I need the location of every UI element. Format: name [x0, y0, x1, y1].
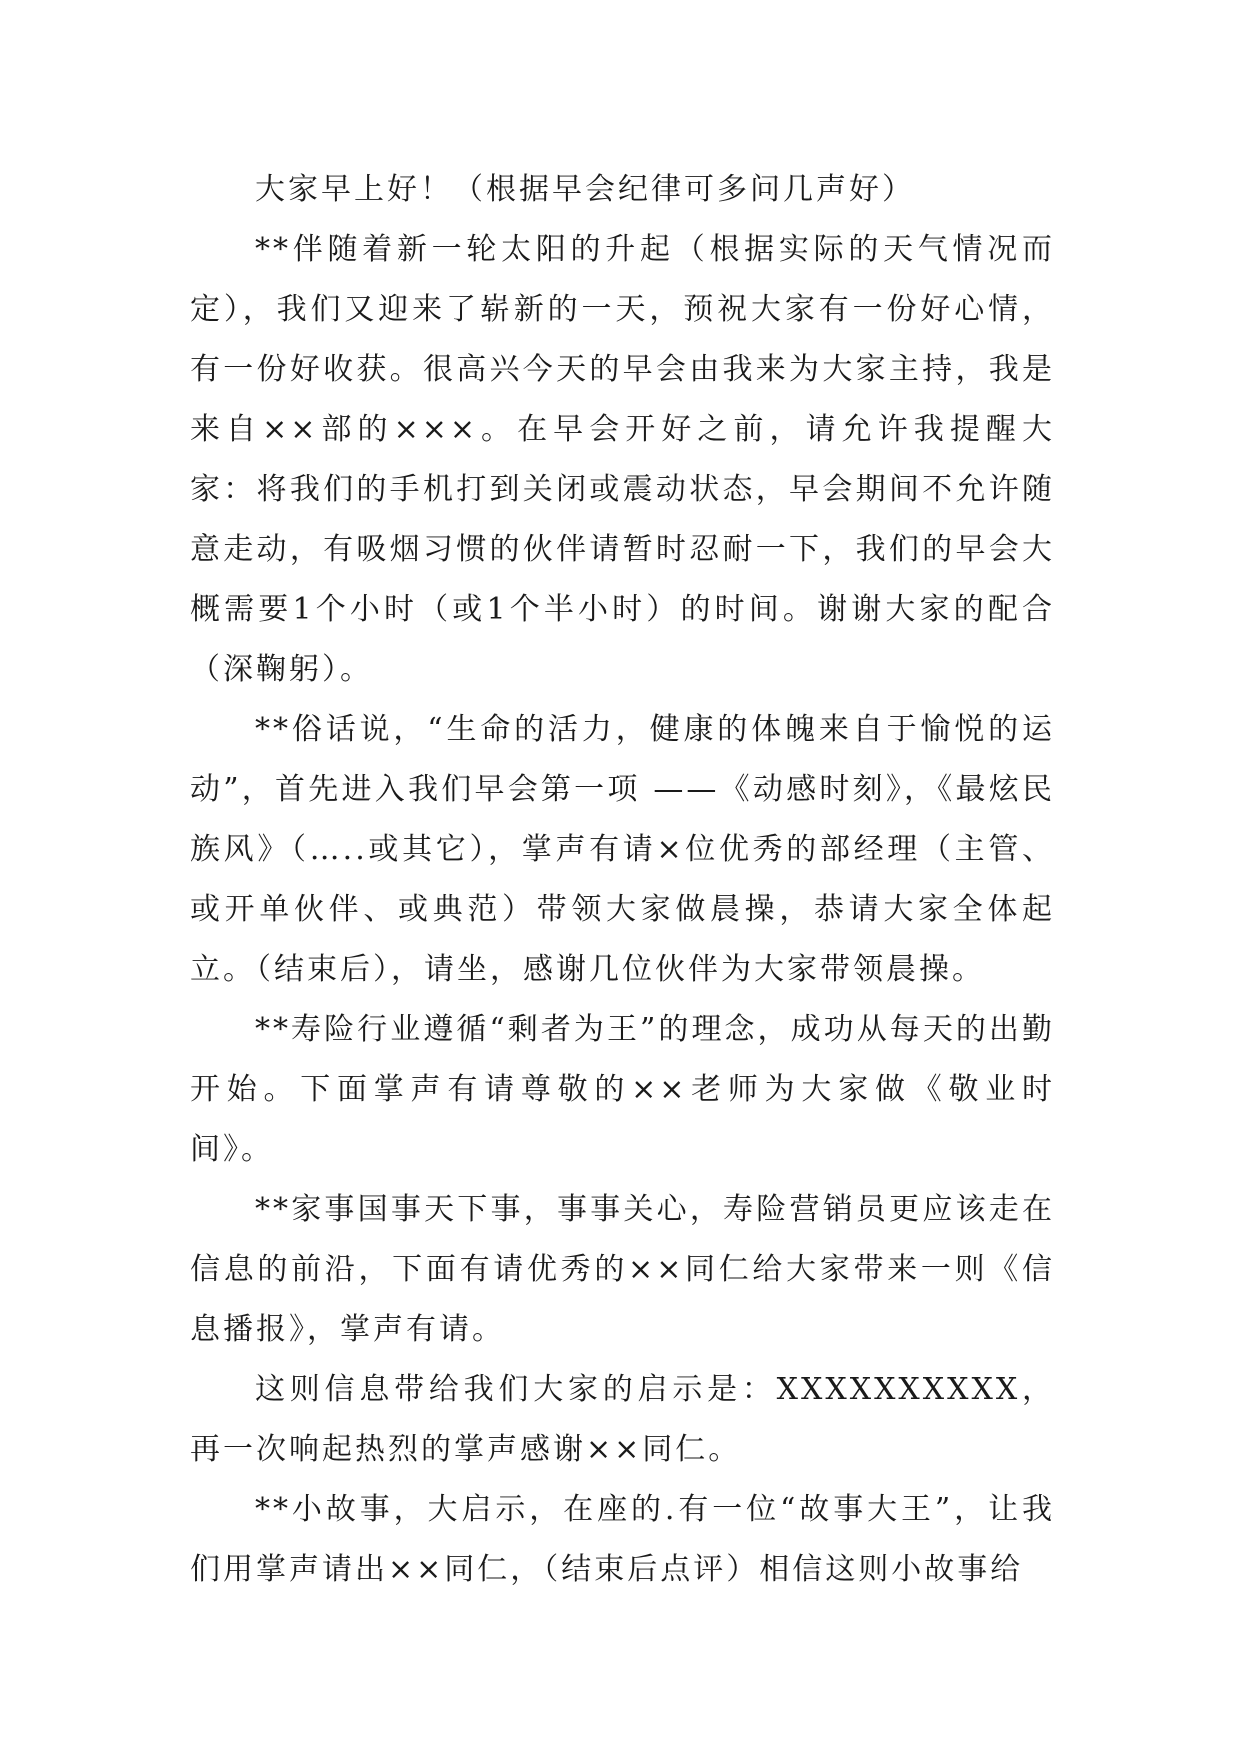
document-body	[190, 160, 1055, 1600]
paragraph-morning-exercise: **俗话说，“生命的活力，健康的体魄来自于愉悦的运动”，首先进入我们早会第一项 ——《动感时刻》，《最炫民族风》（…..或其它），掌声有请×位优秀的部经理（主管、或开单伙伴、或典范）带领大家做晨操，恭请大家全体起立。（结束后），请坐，感谢几位伙伴为大家带领晨操。	[190, 712, 1055, 987]
paragraph-greeting: 大家早上好！（根据早会纪律可多问几声好）	[255, 172, 915, 207]
paragraph-news-report: **家事国事天下事，事事关心，寿险营销员更应该走在信息的前沿，下面有请优秀的××同仁给大家带来一则《信息播报》，掌声有请。	[190, 1192, 1055, 1347]
paragraph-attendance: **寿险行业遵循“剩者为王”的理念，成功从每天的出勤开始。下面掌声有请尊敬的××老师为大家做《敬业时间》。	[190, 1012, 1055, 1167]
paragraph-story: **小故事，大启示，在座的.有一位“故事大王”，让我们用掌声请出××同仁，（结束后点评）相信这则小故事给	[190, 1492, 1055, 1587]
paragraph-news-takeaway: 这则信息带给我们大家的启示是：XXXXXXXXXX，再一次响起热烈的掌声感谢××同仁。	[190, 1372, 1055, 1467]
paragraph-opening: **伴随着新一轮太阳的升起（根据实际的天气情况而定），我们又迎来了崭新的一天，预祝大家有一份好心情，有一份好收获。很高兴今天的早会由我来为大家主持，我是来自××部的×××。在早会开好之前，请允许我提醒大家：将我们的手机打到关闭或震动状态，早会期间不允许随意走动，有吸烟习惯的伙伴请暂时忍耐一下，我们的早会大概需要1个小时（或1个半小时）的时间。谢谢大家的配合（深鞠躬）。	[190, 232, 1055, 687]
